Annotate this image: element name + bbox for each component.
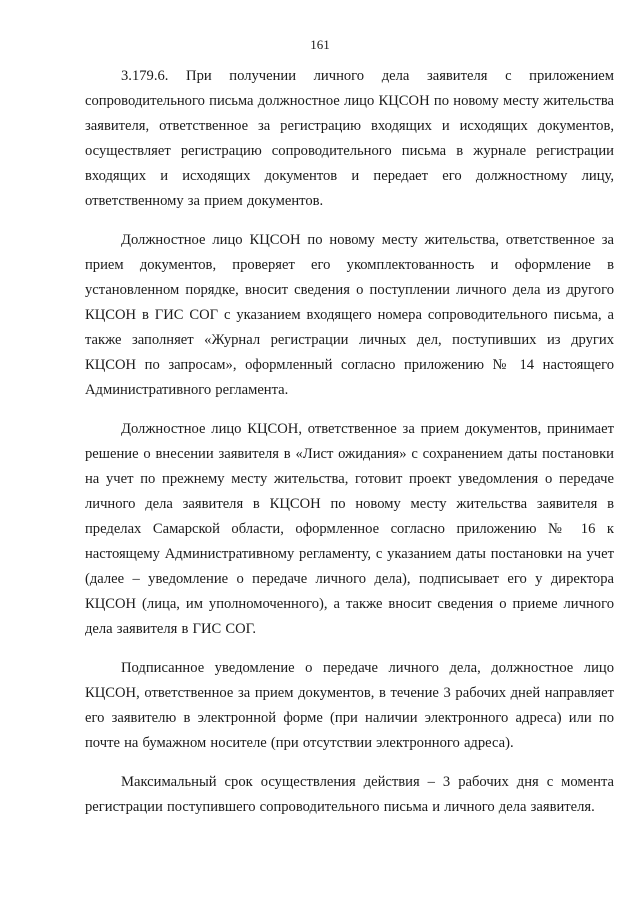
paragraph-notification-sending: Подписанное уведомление о передаче личного дела, должностное лицо КЦСОН, ответственное за прием документов, в течение 3 рабочих дней направляет его заявителю в электронной форме (при наличии электронного адреса) или по почте на бумажном носителе (при отсутствии электронного адреса). [85,660,614,751]
paragraph-document-check: Должностное лицо КЦСОН по новому месту жительства, ответственное за прием документов, проверяет его укомплектованность и оформление в установленном порядке, вносит сведения о поступлении личного дела из другого КЦСОН в ГИС СОГ с указанием входящего номера сопроводительного письма, а также заполняет «Журнал регистрации личных дел, поступивших из других КЦСОН по запросам», оформленный согласно приложению № 14 настоящего Административного регламента. [85,232,614,398]
paragraph-max-duration: Максимальный срок осуществления действия – 3 рабочих дня с момента регистрации поступившего сопроводительного письма и личного дела заявителя. [85,774,614,815]
paragraph-3-179-6: 3.179.6. При получении личного дела заявителя с приложением сопроводительного письма должностное лицо КЦСОН по новому месту жительства заявителя, ответственное за регистрацию входящих и исходящих документов, осуществляет регистрацию сопроводительного письма в журнале регистрации входящих и исходящих документов и передает его должностному лицу, ответственному за прием документов. [85,68,614,209]
paragraph-waiting-list-decision: Должностное лицо КЦСОН, ответственное за прием документов, принимает решение о внесении заявителя в «Лист ожидания» с сохранением даты постановки на учет по прежнему месту жительства, готовит проект уведомления о передаче личного дела заявителя в КЦСОН по новому месту жительства заявителя в пределах Самарской области, оформленное согласно приложению № 16 к настоящему Административному регламенту, с указанием даты постановки на учет (далее – уведомление о передаче личного дела), подписывает его у директора КЦСОН (лица, им уполномоченного), а также вносит сведения о приеме личного дела заявителя в ГИС СОГ. [85,421,614,637]
document-body [85,64,614,834]
page-number: 161 [310,37,330,52]
